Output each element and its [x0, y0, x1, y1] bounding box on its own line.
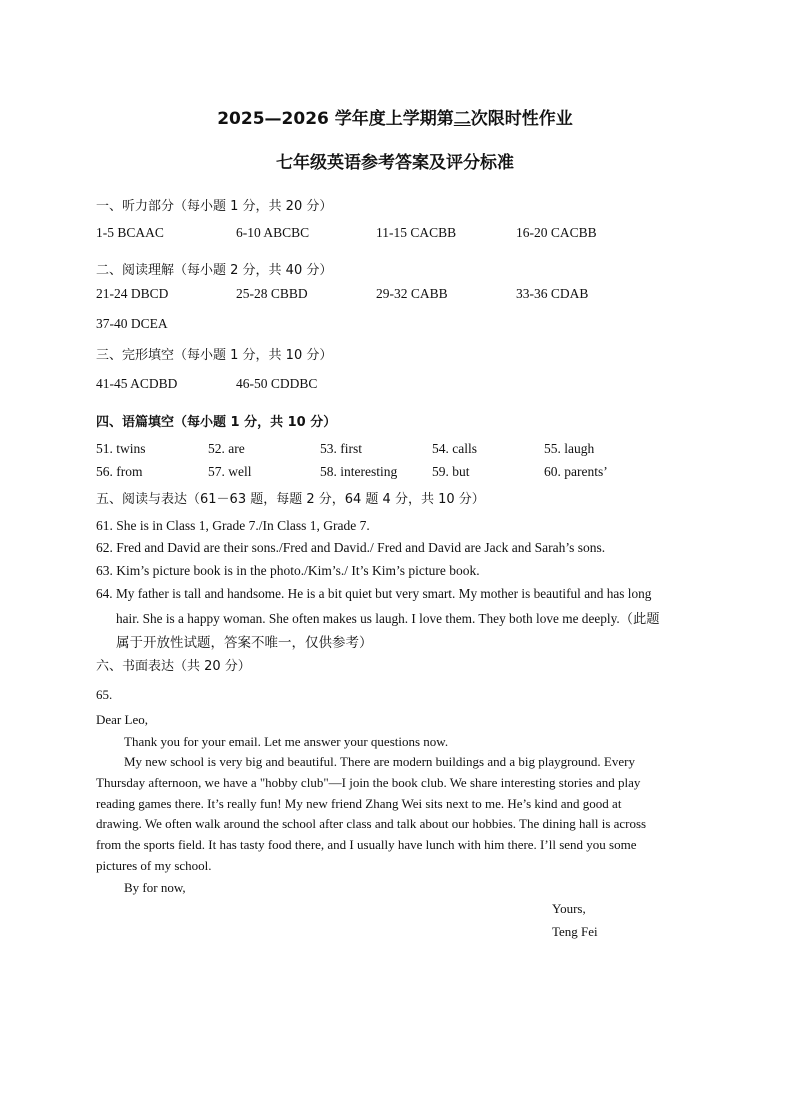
answer-63: 63. Kim’s picture book is in the photo./Kim’s./ It’s Kim’s picture book. — [96, 563, 480, 578]
answer-64-note: 属于开放性试题，答案不唯一，仅供参考） — [116, 635, 373, 651]
letter-line: My new school is very big and beautiful. There are modern buildings and a big playground. Every — [124, 754, 635, 769]
fill-answer: 59. but — [432, 464, 470, 479]
page-title — [0, 104, 790, 129]
page-subtitle: 七年级英语参考答案及评分标准 — [276, 153, 514, 173]
letter-line: from the sports field. It has tasty food there, and I usually have lunch with him there. I’ll send you some — [96, 837, 637, 853]
answer-group: 16-20 CACBB — [516, 225, 597, 240]
letter-line: pictures of my school. — [96, 857, 212, 873]
letter-closing: By for now, — [124, 880, 186, 895]
title-suffix: 次限时性作业 — [470, 109, 573, 129]
answer-group: 29-32 CABB — [376, 286, 448, 301]
section-passage-fill-heading: 四、语篇填空（每小题 1 分，共 10 分） — [96, 415, 337, 430]
fill-answer: 52. are — [208, 441, 245, 456]
fill-answer: 57. well — [208, 464, 252, 479]
letter-signature: Teng Fei — [552, 924, 598, 939]
answer-group: 6-10 ABCBC — [236, 225, 310, 240]
section-writing-heading: 六、书面表达（共 20 分） — [96, 659, 251, 674]
answer-group: 37-40 DCEA — [96, 316, 168, 331]
answer-group: 21-24 DBCD — [96, 286, 169, 301]
answer-64-line-1: 64. My father is tall and handsome. He is a bit quiet but very smart. My mother is beautiful and has long — [96, 586, 652, 601]
fill-answer: 51. twins — [96, 441, 146, 456]
section-cloze-heading: 三、完形填空（每小题 1 分，共 10 分） — [96, 348, 333, 363]
letter-line: drawing. We often walk around the school after class and talk about our hobbies. The dining hall is across — [96, 816, 647, 832]
answer-group: 33-36 CDAB — [516, 286, 589, 301]
answer-group: 25-28 CBBD — [236, 286, 308, 301]
fill-answer: 54. calls — [432, 441, 477, 456]
letter-paragraph-1: Thank you for your email. Let me answer your questions now. — [124, 734, 449, 749]
section-reading-expression-heading: 五、阅读与表达（61－63 题，每题 2 分，64 题 4 分，共 10 分） — [96, 492, 485, 507]
answer-64-line-2: hair. She is a happy woman. She often makes us laugh. I love them. They both love me deeply.（此题 — [116, 611, 660, 626]
answer-group: 46-50 CDDBC — [236, 376, 318, 391]
fill-answer: 53. first — [320, 441, 362, 456]
answer-group: 41-45 ACDBD — [96, 376, 178, 391]
title-underlined-number: 二 — [453, 109, 471, 129]
answer-61: 61. She is in Class 1, Grade 7./In Class 1, Grade 7. — [96, 518, 370, 533]
fill-answer: 58. interesting — [320, 464, 398, 479]
answer-group: 1-5 BCAAC — [96, 225, 164, 240]
fill-answer: 60. parents’ — [544, 464, 608, 479]
answer-62: 62. Fred and David are their sons./Fred and David./ Fred and David are Jack and Sarah’s sons. — [96, 540, 606, 555]
answer-group: 11-15 CACBB — [376, 225, 457, 240]
title-prefix: 2025—2026 学年度上学期第 — [217, 109, 454, 129]
fill-answer: 55. laugh — [544, 441, 595, 456]
letter-sign-off: Yours, — [552, 901, 586, 916]
letter-line: Thursday afternoon, we have a "hobby club"—I join the book club. We share interesting stories and play — [96, 774, 641, 790]
question-number-65: 65. — [96, 687, 113, 702]
section-reading-heading: 二、阅读理解（每小题 2 分，共 40 分） — [96, 263, 333, 278]
letter-paragraph-2 — [96, 752, 696, 877]
section-listening-heading: 一、听力部分（每小题 1 分，共 20 分） — [96, 199, 333, 214]
fill-answer: 56. from — [96, 464, 143, 479]
letter-greeting: Dear Leo, — [96, 712, 148, 727]
letter-line: reading games there. It’s really fun! My new friend Zhang Wei sits next to me. He’s kind and good at — [96, 795, 622, 811]
